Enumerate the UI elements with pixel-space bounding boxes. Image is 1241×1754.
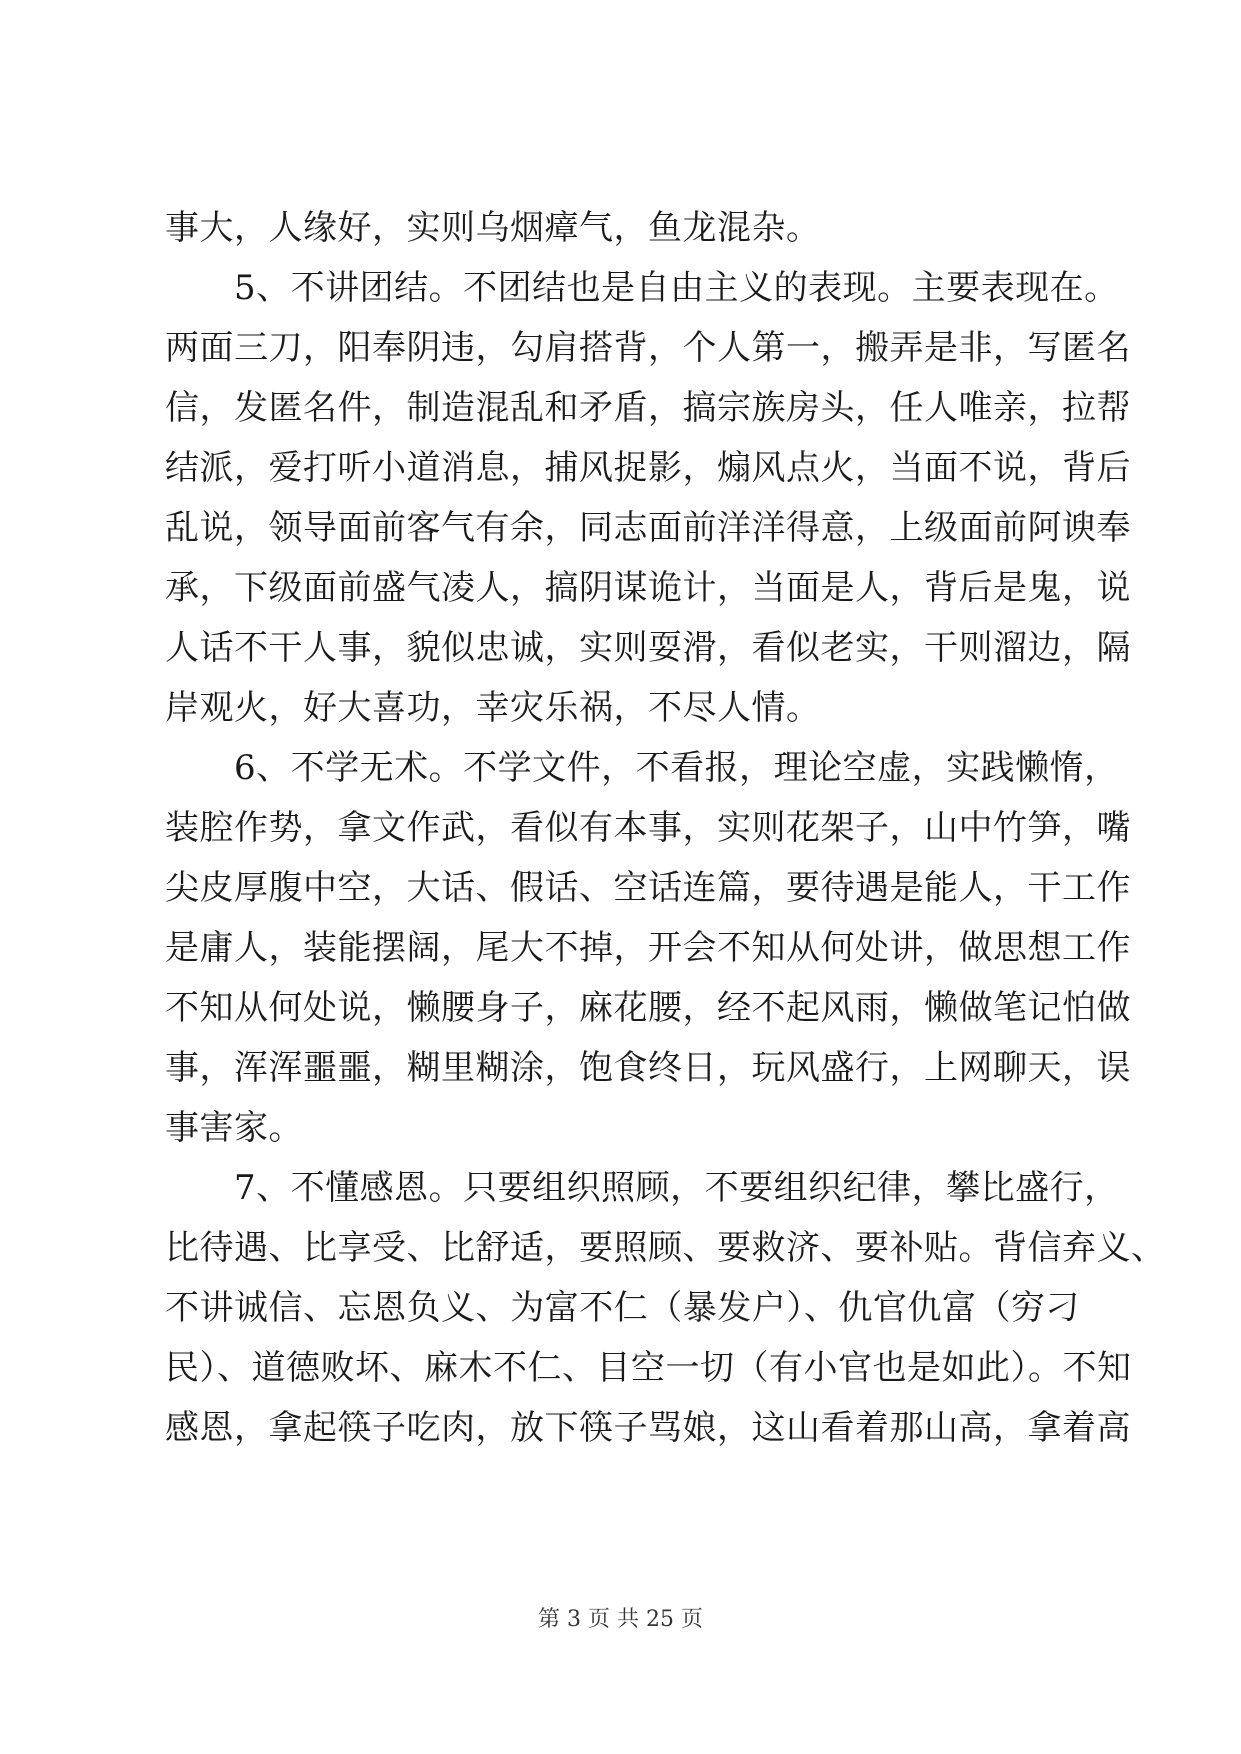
text-line: 7、不懂感恩。只要组织照顾，不要组织纪律，攀比盛行， xyxy=(234,1168,1119,1208)
text-line: 乱说，领导面前客气有余，同志面前洋洋得意，上级面前阿谀奉 xyxy=(165,508,1131,548)
text-line: 结派，爱打听小道消息，捕风捉影，煽风点火，当面不说，背后 xyxy=(165,448,1131,488)
text-line: 是庸人，装能摆阔，尾大不掉，开会不知从何处讲，做思想工作 xyxy=(165,928,1131,968)
text-line: 比待遇、比享受、比舒适，要照顾、要救济、要补贴。背信弃义、 xyxy=(165,1228,1166,1268)
text-line: 事害家。 xyxy=(165,1108,303,1148)
text-line: 人话不干人事，貌似忠诚，实则耍滑，看似老实，干则溜边，隔 xyxy=(165,628,1131,668)
text-line: 尖皮厚腹中空，大话、假话、空话连篇，要待遇是能人，干工作 xyxy=(165,868,1131,908)
text-line: 事，浑浑噩噩，糊里糊涂，饱食终日，玩风盛行，上网聊天，误 xyxy=(165,1048,1131,1088)
page-number-footer: 第 3 页 共 25 页 xyxy=(538,1607,703,1632)
text-line: 不知从何处说，懒腰身子，麻花腰，经不起风雨，懒做笔记怕做 xyxy=(165,988,1131,1028)
text-line: 承，下级面前盛气凌人，搞阴谋诡计，当面是人，背后是鬼，说 xyxy=(165,568,1131,608)
text-line: 5、不讲团结。不团结也是自由主义的表现。主要表现在。 xyxy=(234,268,1119,308)
text-line: 民）、道德败坏、麻木不仁、目空一切（有小官也是如此）。不知 xyxy=(165,1348,1132,1388)
text-line: 两面三刀，阳奉阴违，勾肩搭背，个人第一，搬弄是非，写匿名 xyxy=(165,328,1131,368)
text-line: 感恩，拿起筷子吃肉，放下筷子骂娘，这山看着那山高，拿着高 xyxy=(165,1408,1131,1448)
text-line: 装腔作势，拿文作武，看似有本事，实则花架子，山中竹笋，嘴 xyxy=(165,808,1131,848)
text-line: 不讲诚信、忘恩负义、为富不仁（暴发户）、仇官仇富（穷刁 xyxy=(165,1288,1080,1328)
text-line: 6、不学无术。不学文件，不看报，理论空虚，实践懒惰， xyxy=(234,748,1119,788)
text-line: 信，发匿名件，制造混乱和矛盾，搞宗族房头，任人唯亲，拉帮 xyxy=(165,388,1131,428)
text-line: 岸观火，好大喜功，幸灾乐祸，不尽人情。 xyxy=(165,688,821,728)
text-line: 事大，人缘好，实则乌烟瘴气，鱼龙混杂。 xyxy=(165,208,821,248)
